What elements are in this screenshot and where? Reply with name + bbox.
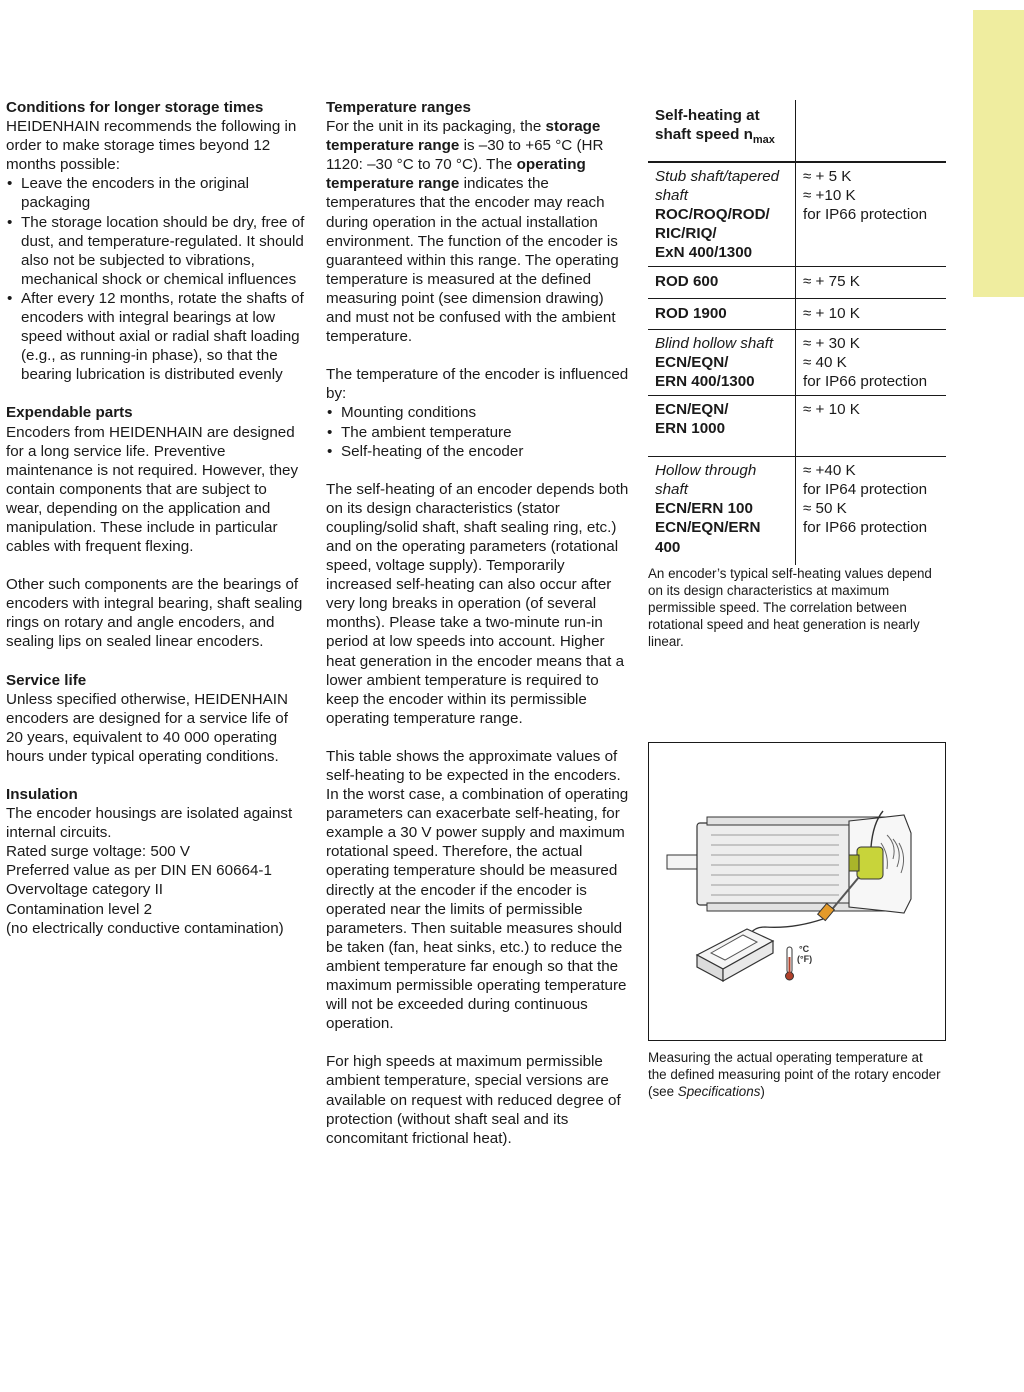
influence-intro: The temperature of the encoder is influenced by: <box>326 366 629 403</box>
table-row <box>648 457 946 565</box>
table-row <box>648 395 946 456</box>
value: for IP66 protection <box>803 206 928 224</box>
model: ECN/EQN/ <box>655 400 729 418</box>
caption-text: Measuring the actual operating temperature at the defined measuring point of the rotary encoder (see <box>648 1050 941 1099</box>
expendable-paragraph-1: Encoders from HEIDENHAIN are designed for a long service life. Preventive maintenance is not required. However, they contain components that are subject to wear, depending on the application and manipulation. These include in particular cables with frequent flexing. <box>6 423 299 556</box>
model: ECN/EQN/ERN <box>655 519 761 537</box>
storage-bullet: • The storage location should be dry, free of dust, and temperature-regulated. It should also not be subjected to vibrations, mechanical shock or chemical influences <box>6 213 306 289</box>
table-cell-value <box>796 395 947 456</box>
insulation-line: Preferred value as per DIN EN 60664-1 <box>6 862 272 880</box>
encoder-body <box>857 847 883 879</box>
caption-italic-ref: Specifications <box>677 1084 761 1099</box>
thermometer-device <box>697 929 773 981</box>
table-cell-type <box>648 162 796 267</box>
insulation-line: Contamination level 2 <box>6 900 153 918</box>
value: for IP64 protection <box>803 481 928 499</box>
motor-shaft <box>667 855 699 869</box>
storage-bullet: • After every 12 months, rotate the shafts of encoders with integral bearings at low speed without axial or radial shaft loading (e.g., as running-in phase), so that the bearing lubrication is distributed evenly <box>6 289 306 384</box>
header-subscript: max <box>752 134 775 147</box>
table-row <box>648 162 946 267</box>
influence-bullet: • Mounting conditions <box>326 403 630 422</box>
header-line-1: Self-heating at <box>655 107 760 124</box>
insulation-paragraph: The encoder housings are isolated against internal circuits. <box>6 805 293 842</box>
table-caption: An encoder’s typical self-heating values depend on its design characteristics at maximum permissible speed. The correlation between rotational speed and heat generation is nearly linear. <box>648 565 932 649</box>
self-heating-table <box>648 100 946 565</box>
table-cell-value <box>796 298 947 329</box>
table-header-row <box>648 100 946 162</box>
temperature-paragraph-1 <box>326 117 630 346</box>
value: for IP66 protection <box>803 519 928 537</box>
column-right <box>648 100 946 669</box>
caption-end: ) <box>760 1084 765 1099</box>
text-run: is –30 to +65 °C (HR 1120: –30 °C to 70 °C). The <box>326 137 604 174</box>
value: ≈ + 75 K <box>803 273 860 291</box>
column-left <box>6 98 306 957</box>
storage-bullets <box>6 174 306 384</box>
text-run: indicates the temperatures that the encoder may reach during operation in the actual installation environment. The function of the encoder is guaranteed within this range. The operating temperature is measured at the defined measuring point (see dimension drawing) and must not be confused with the ambient temperature. <box>326 175 619 346</box>
value: ≈ + 10 K <box>803 304 860 322</box>
model: ROC/ROQ/ROD/ <box>655 206 770 224</box>
table-row <box>648 329 946 395</box>
model: 400 <box>655 538 681 556</box>
section-insulation <box>6 785 306 938</box>
model: ERN 1000 <box>655 420 726 438</box>
unit-celsius: °C <box>799 944 810 954</box>
influence-bullets <box>326 403 630 460</box>
heading-service-life: Service life <box>6 671 87 689</box>
motor-encoder-illustration <box>649 743 945 1040</box>
table-cell-type <box>648 395 796 456</box>
table-explanation-paragraph: This table shows the approximate values of self-heating to be expected in the encoders. In the worst case, a combination of operating parameters can exacerbate self-heating, for example a 30 V power supply and maximum rotational speed. Therefore, the actual operating temperature should be measured directly at the encoder if the encoder is operated near the limits of permissible parameters. Then suitable measures should be taken (fan, heat sinks, etc.) to reduce the ambient temperature far enough so that the maximum permissible operating temperature will not be exceeded during continuous operation. <box>326 747 629 1033</box>
table-header-cell <box>648 100 796 162</box>
table-row <box>648 298 946 329</box>
table-row <box>648 267 946 298</box>
table-cell-value <box>796 329 947 395</box>
measurement-figure <box>648 742 946 1041</box>
section-expendable <box>6 403 306 651</box>
heading-insulation: Insulation <box>6 786 78 803</box>
bold-term-operating: operating temperature range <box>326 156 586 193</box>
value: ≈ 40 K <box>803 353 847 371</box>
figure-caption <box>648 1049 944 1100</box>
thermometer-icon <box>786 947 794 980</box>
model: ERN 400/1300 <box>655 372 755 390</box>
table-cell-type <box>648 298 796 329</box>
heading-temperature-ranges: Temperature ranges <box>326 99 471 116</box>
table-header-empty <box>796 100 947 162</box>
value: ≈ + 30 K <box>803 334 860 352</box>
value: ≈ + 5 K <box>803 168 852 185</box>
section-storage <box>6 98 306 384</box>
insulation-line: (no electrically conductive contamination) <box>6 919 284 937</box>
table-cell-type <box>648 457 796 565</box>
insulation-line: Rated surge voltage: 500 V <box>6 843 191 861</box>
bold-term-storage: storage temperature range <box>326 118 601 155</box>
probe-cable <box>751 919 823 933</box>
encoder-flange <box>849 855 859 871</box>
value: ≈ +10 K <box>803 187 856 205</box>
shaft-type: Hollow through shaft <box>655 462 757 499</box>
value: ≈ +40 K <box>803 462 856 480</box>
chapter-tab-marker <box>973 10 1024 297</box>
column-middle <box>326 98 630 1167</box>
shaft-type: Stub shaft/tapered shaft <box>655 168 780 205</box>
heading-storage: Conditions for longer storage times <box>6 99 264 116</box>
self-heating-paragraph: The self-heating of an encoder depends both on its design characteristics (stator coupling/solid shaft, shaft sealing ring, etc.) and on the operating parameters (rotational speed, voltage supply). Temporarily increased self-heating can also occur after very long breaks in operation (of several months). Please take a two-minute run-in period at low speeds into account. Higher heat generation in the encoder means that a lower ambient temperature is required to keep the encoder within its permissible operating temperature range. <box>326 480 629 727</box>
shaft-type: Blind hollow shaft <box>655 334 774 352</box>
model: ExN 400/1300 <box>655 244 753 262</box>
table-cell-value <box>796 162 947 267</box>
unit-fahrenheit: (°F) <box>797 954 813 964</box>
table-cell-type <box>648 329 796 395</box>
text-run: For the unit in its packaging, the <box>326 118 546 136</box>
service-life-paragraph: Unless specified otherwise, HEIDENHAIN encoders are designed for a service life of 20 years, equivalent to 40 000 operating hours under typical operating conditions. <box>6 690 288 765</box>
heading-expendable: Expendable parts <box>6 404 133 422</box>
table-cell-type <box>648 267 796 298</box>
table-cell-value <box>796 457 947 565</box>
expendable-paragraph-2: Other such components are the bearings of encoders with integral bearing, shaft sealing rings on rotary and angle encoders, and sealing lips on sealed linear encoders. <box>6 576 303 651</box>
value: ≈ 50 K <box>803 500 847 518</box>
model: ECN/EQN/ <box>655 353 729 371</box>
section-service-life <box>6 671 306 766</box>
model: ROD 600 <box>655 273 719 291</box>
influence-bullet: • Self-heating of the encoder <box>326 442 630 461</box>
insulation-line: Overvoltage category II <box>6 881 164 899</box>
table-cell-value <box>796 267 947 298</box>
high-speed-paragraph: For high speeds at maximum permissible ambient temperature, special versions are available on request with reduced degree of protection (without shaft seal and its concomitant frictional heat). <box>326 1053 621 1147</box>
value: ≈ + 10 K <box>803 400 860 418</box>
storage-bullet: • Leave the encoders in the original packaging <box>6 174 306 212</box>
model: ROD 1900 <box>655 304 727 322</box>
influence-bullet: • The ambient temperature <box>326 423 630 442</box>
header-line-2: shaft speed n <box>655 126 753 144</box>
influence-block <box>326 365 630 460</box>
storage-intro: HEIDENHAIN recommends the following in order to make storage times beyond 12 months possible: <box>6 118 297 174</box>
value: for IP66 protection <box>803 372 928 390</box>
model: RIC/RIQ/ <box>655 225 717 243</box>
model: ECN/ERN 100 <box>655 500 753 518</box>
